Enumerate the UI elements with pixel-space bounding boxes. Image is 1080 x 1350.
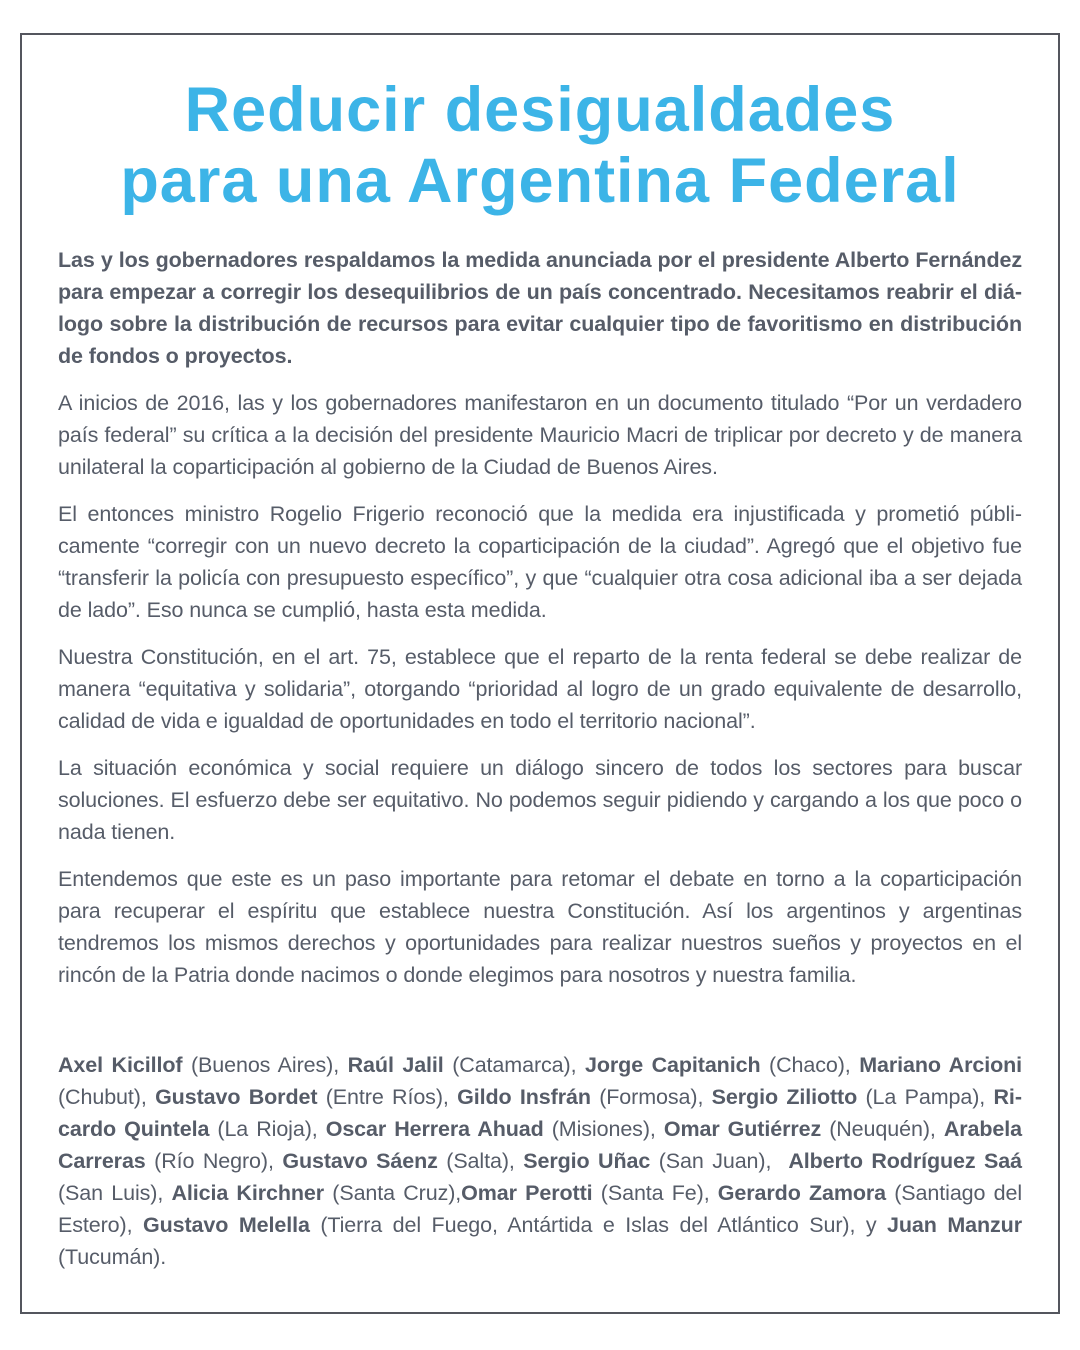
page-title: [58, 75, 1022, 216]
document-frame: [20, 33, 1060, 1314]
page-title-line-2: para una Argentina Federal: [120, 145, 960, 216]
signatories-paragraph: Axel Kicillof (Buenos Aires), Raúl Jalil (Catamarca), Jorge Capitanich (Chaco), Mariano Arcioni (Chubut), Gustavo Bordet (Entre Ríos), Gildo Insfrán (Formosa), Sergio Ziliotto (La Pampa), Ricardo Quintela (La Rioja), Oscar Herrera Ahuad (Misiones), Omar Gutiérrez (Neuquén), Arabela Carreras (Río Negro), Gustavo Sáenz (Salta), Sergio Uñac (San Juan), Alberto Rodríguez Saá (San Luis), Alicia Kirchner (Santa Cruz),Omar Perotti (Santa Fe), Gerardo Zamora (Santiago del Estero), Gustavo Melella (Tierra del Fuego, Antártida e Islas del Atlántico Sur), y Juan Manzur (Tucumán).: [58, 1053, 1023, 1270]
paragraph-situacion: La situación económica y social requiere un diálogo sincero de todos los sectores para buscar soluciones. El esfuerzo debe ser equitativo. No podemos seguir pidiendo y cargando a los que poco o nada tienen.: [58, 756, 1022, 845]
page-title-line-1: Reducir desigualdades: [184, 75, 896, 145]
paragraph-entendemos: Entendemos que este es un paso importante para retomar el debate en torno a la coparticipación para recuperar el espíritu que establece nuestra Constitución. Así los argentinos y argentinas tendremos los mismos derechos y oportunidades para realizar nuestros sueños y proyectos en el rincón de la Patria donde nacimos o donde elegimos para nosotros y nuestra familia.: [58, 867, 1022, 988]
paragraph-2016-document: A inicios de 2016, las y los gobernadores manifestaron en un documento titulado “Por un verdadero país federal” su crítica a la decisión del presidente Mauricio Macri de triplicar por decreto y de manera unilateral la coparticipación al gobierno de la Ciudad de Buenos Aires.: [58, 391, 1022, 480]
paragraph-constitucion: Nuestra Constitución, en el art. 75, establece que el reparto de la renta federal se debe realizar de manera “equitativa y solidaria”, otorgando “prioridad al logro de un grado equivalente de desarrollo, calidad de vida e igualdad de oportunidades en todo el territorio nacional”.: [58, 645, 1022, 734]
paragraph-lead: Las y los gobernadores respaldamos la medida anunciada por el presidente Alberto Fernández para empezar a corregir los desequilibrios de un país concentrado. Necesitamos reabrir el diálogo sobre la distribución de recursos para evitar cualquier tipo de favoritismo en distribución de fondos o proyectos.: [58, 248, 1022, 369]
paragraph-frigerio: El entonces ministro Rogelio Frigerio reconoció que la medida era injustificada y prometió públicamente “corregir con un nuevo decreto la coparticipación de la ciudad”. Agregó que el objetivo fue “transferir la policía con presupuesto específico”, y que “cualquier otra cosa adicional iba a ser dejada de lado”. Eso nunca se cumplió, hasta esta medida.: [58, 502, 1022, 623]
